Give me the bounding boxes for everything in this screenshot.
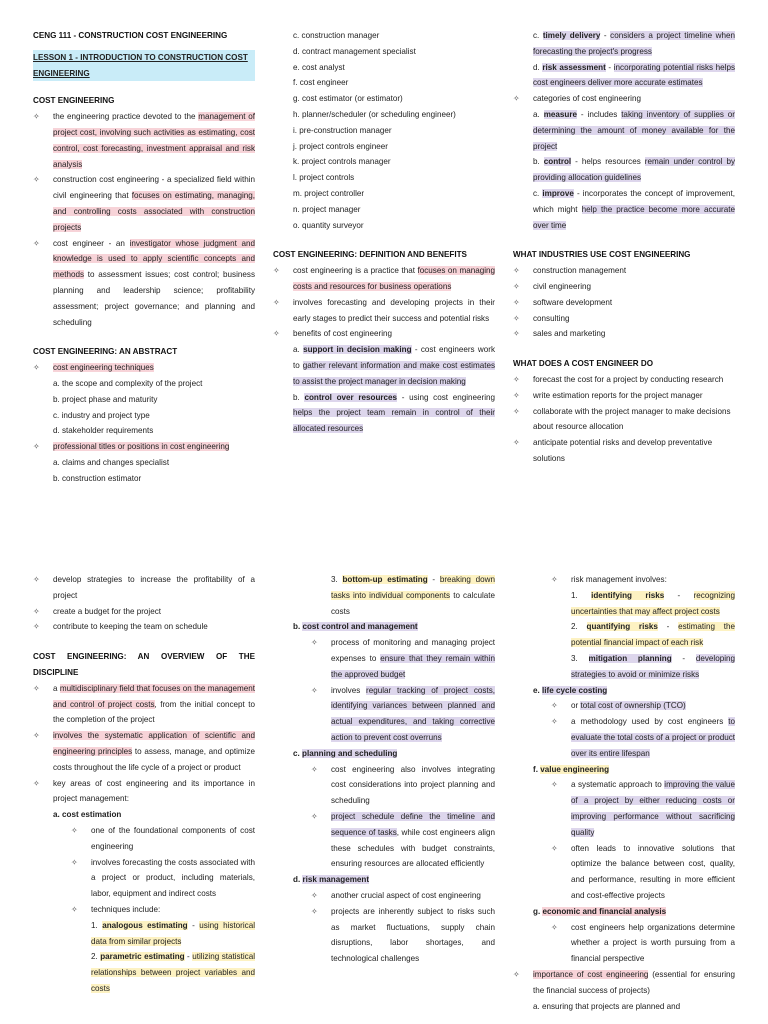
area-life-cycle: e. life cycle costing (533, 685, 608, 695)
bullet-categories: ✧ categories of cost engineering (513, 91, 735, 107)
planning-point: ✧ cost engineering also involves integrating cost considerations into project planning and scheduling (273, 762, 495, 809)
technique-parametric: 2. parametric estimating - utilizing statistical relationships between project variables and costs (91, 952, 255, 993)
lesson-title: LESSON 1 - INTRODUCTION TO CONSTRUCTION COST ENGINEERING (33, 50, 255, 82)
area-value-engineering: f. value engineering (533, 764, 610, 774)
heading-industries: WHAT INDUSTRIES USE COST ENGINEERING (513, 250, 691, 260)
lifecycle-point: ✧ or total cost of ownership (TCO) (513, 698, 735, 714)
industry-item: ✧ consulting (513, 311, 735, 327)
title-item: e. cost analyst (293, 62, 345, 72)
column-3-top (513, 28, 735, 467)
title-item: h. planner/scheduler (or scheduling engineer) (293, 109, 456, 119)
benefit-decision-making: a. support in decision making - cost engineers work to gather relevant information and make cost estimates to assist the project manager in decision making (293, 345, 496, 386)
area-risk-management: d. risk management (293, 875, 370, 885)
title-item: a. claims and changes specialist (53, 457, 170, 467)
title-item: l. project controls (293, 173, 355, 183)
technique-item: a. the scope and complexity of the project (53, 378, 203, 388)
bullet-importance: ✧ importance of cost engineering (essential for ensuring the financial success of projects) (513, 967, 735, 999)
course-title: CENG 111 - CONSTRUCTION COST ENGINEERING (33, 31, 228, 40)
duty-item: ✧ develop strategies to increase the profitability of a project (33, 572, 255, 604)
duty-item: ✧ write estimation reports for the project manager (513, 388, 735, 404)
benefit-timely-delivery: c. timely delivery - considers a project timeline when forecasting the project's progress (533, 31, 735, 56)
category-measure: a. measure - includes taking inventory of supplies or determining the amount of money available for the project (533, 109, 736, 151)
title-item: d. contract management specialist (293, 46, 416, 56)
risk-mitigation: 3. mitigation planning - developing strategies to avoid or minimize risks (571, 653, 735, 679)
benefit-control-resources: b. control over resources - using cost engineering helps the project team remain in control of their allocated resources (293, 392, 496, 434)
bullet-forecasting: ✧ involves forecasting and developing projects in their early stages to predict their success and potential risks (273, 295, 495, 327)
risk-point: ✧ risk management involves: (513, 572, 735, 588)
planning-point: ✧ project schedule define the timeline and sequence of tasks, while cost engineers align these schedules with budget constraints, ensuring resources are allocated efficiently (273, 809, 495, 872)
value-point: ✧ a systematic approach to improving the value of a project by either reducing costs or improving performance without sacrificing quality (513, 777, 735, 840)
risk-point: ✧ projects are inherently subject to risks such as market fluctuations, supply chain disruptions, labor shortages, and technological challenges (273, 904, 495, 967)
technique-item: b. project phase and maturity (53, 394, 158, 404)
risk-quantifying: 2. quantifying risks - estimating the potential financial impact of each risk (571, 622, 735, 648)
duty-item: ✧ anticipate potential risks and develop preventative solutions (513, 435, 735, 467)
bullet-cost-engineer: ✧ cost engineer - an investigator whose judgment and knowledge is used to apply scientific concepts and methods to assessment issues; cost control; business planning and leadership science; profitability assessment; project governance; and planning and scheduling (33, 236, 255, 331)
value-point: ✧ often leads to innovative solutions that optimize the balance between cost, quality, and performance, resulting in more efficient and cost-effective projects (513, 841, 735, 904)
category-control: b. control - helps resources remain under control by providing allocation guidelines (533, 157, 736, 183)
industry-item: ✧ civil engineering (513, 279, 735, 295)
estimation-point: ✧ techniques include: (33, 902, 255, 918)
technique-item: d. stakeholder requirements (53, 426, 154, 436)
area-cost-control: b. cost control and management (293, 622, 418, 632)
industry-item: ✧ sales and marketing (513, 326, 735, 342)
technique-analogous: 1. analogous estimating - using historical data from similar projects (91, 920, 256, 946)
technique-bottom-up: 3. bottom-up estimating - breaking down tasks into individual components to calculate costs (331, 575, 495, 616)
duty-item: ✧ collaborate with the project manager to make decisions about resource allocation (513, 404, 735, 436)
heading-definition-benefits: COST ENGINEERING: DEFINITION AND BENEFITS (273, 250, 467, 260)
industry-item: ✧ construction management (513, 263, 735, 279)
technique-item: c. industry and project type (53, 410, 150, 420)
bullet-definition: ✧ the engineering practice devoted to the management of project cost, involving such activities as estimating, cost control, cost forecasting, investment appraisal and risk analysis (33, 109, 255, 172)
duty-item: ✧ forecast the cost for a project by conducting research (513, 372, 735, 388)
area-economic-analysis: g. economic and financial analysis (533, 906, 667, 916)
area-planning-scheduling: c. planning and scheduling (293, 748, 398, 758)
bullet-key-areas: ✧ key areas of cost engineering and its importance in project management: (33, 776, 255, 808)
importance-item: a. ensuring that projects are planned and (533, 1001, 681, 1011)
title-item: j. project controls engineer (293, 141, 388, 151)
title-item: o. quantity surveyor (293, 220, 364, 230)
heading-abstract: COST ENGINEERING: AN ABSTRACT (33, 347, 178, 357)
column-1-bottom (33, 572, 255, 997)
column-1-top (33, 28, 255, 487)
title-item: c. construction manager (293, 31, 380, 40)
bullet-techniques: ✧ cost engineering techniques (33, 360, 255, 376)
heading-cost-engineering: COST ENGINEERING (33, 96, 115, 106)
estimation-point: ✧ one of the foundational components of cost engineering (33, 823, 255, 855)
heading-overview: COST ENGINEERING: AN OVERVIEW OF THE DISCIPLINE (33, 652, 255, 677)
industry-item: ✧ software development (513, 295, 735, 311)
column-2-bottom (273, 572, 495, 967)
estimation-point: ✧ involves forecasting the costs associated with a project or product, including materials, labor, equipment and indirect costs (33, 855, 255, 902)
duty-item: ✧ create a budget for the project (33, 604, 255, 620)
bullet-benefits: ✧ benefits of cost engineering (273, 326, 495, 342)
title-item: f. cost engineer (293, 78, 349, 88)
column-3-bottom (513, 572, 735, 1014)
title-item: n. project manager (293, 204, 361, 214)
column-2-top (273, 28, 495, 437)
benefit-risk-assessment: d. risk assessment - incorporating potential risks helps cost engineers deliver more accurate estimates (533, 62, 736, 88)
risk-identifying: 1. identifying risks - recognizing uncertainties that may affect project costs (571, 590, 735, 616)
heading-what-engineer-does: WHAT DOES A COST ENGINEER DO (513, 359, 653, 369)
bullet-systematic: ✧ involves the systematic application of scientific and engineering principles to assess, manage, and optimize costs throughout the life cycle of a project or product (33, 728, 255, 775)
bullet-titles: ✧ professional titles or positions in cost engineering (33, 439, 255, 455)
economic-point: ✧ cost engineers help organizations determine whether a project is worth pursuing from a financial perspective (513, 920, 735, 967)
lifecycle-point: ✧ a methodology used by cost engineers to evaluate the total costs of a project or product over its entire lifespan (513, 714, 735, 761)
risk-point: ✧ another crucial aspect of cost engineering (273, 888, 495, 904)
duty-item: ✧ contribute to keeping the team on schedule (33, 619, 255, 635)
title-item: g. cost estimator (or estimator) (293, 94, 403, 104)
control-point: ✧ process of monitoring and managing project expenses to ensure that they remain within the approved budget (273, 635, 495, 682)
category-improve: c. improve - incorporates the concept of improvement, which might help the practice become more accurate over time (533, 188, 736, 230)
title-item: b. construction estimator (53, 473, 142, 483)
bullet-practice: ✧ cost engineering is a practice that focuses on managing costs and resources for business operations (273, 263, 495, 295)
title-item: i. pre-construction manager (293, 125, 392, 135)
bullet-multidisciplinary: ✧ a multidisciplinary field that focuses on the management and control of project costs, from the initial concept to the completion of the project (33, 681, 255, 728)
title-item: m. project controller (293, 188, 365, 198)
title-item: k. project controls manager (293, 157, 391, 167)
area-cost-estimation: a. cost estimation (53, 810, 122, 820)
bullet-construction-cost: ✧ construction cost engineering - a specialized field within civil engineering that focuses on estimating, managing, and controlling costs associated with construction projects (33, 172, 255, 235)
control-point: ✧ involves regular tracking of project costs, identifying variances between planned and actual expenditures, and taking corrective action to prevent cost overruns (273, 683, 495, 746)
